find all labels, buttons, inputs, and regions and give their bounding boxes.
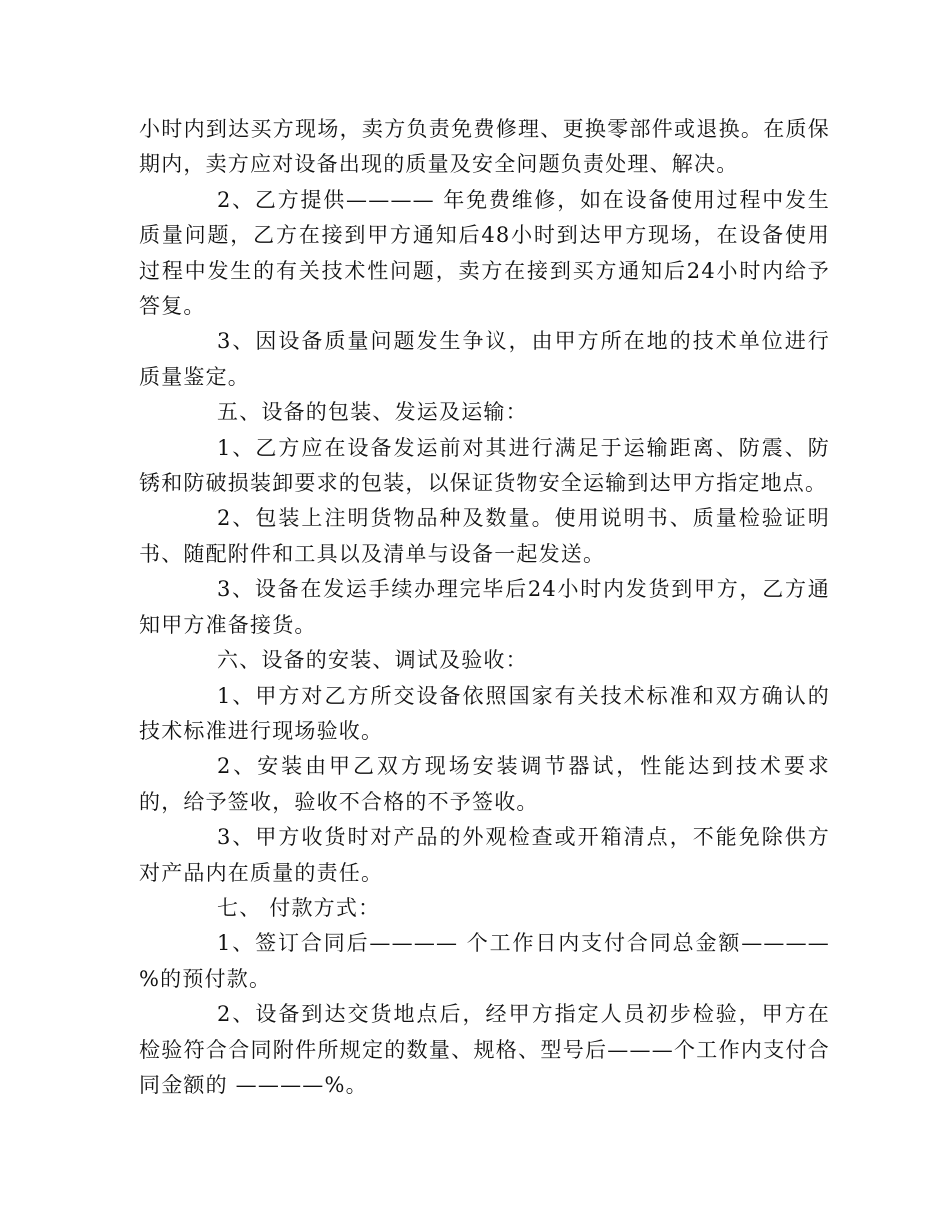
paragraph: 1、签订合同后———— 个工作日内支付合同总金额————%的预付款。 xyxy=(139,931,830,991)
section-heading: 七、 付款方式： xyxy=(217,895,381,920)
section-heading: 六、设备的安装、调试及验收： xyxy=(217,648,528,673)
paragraph: 3、甲方收货时对产品的外观检查或开箱清点，不能免除供方对产品内在质量的责任。 xyxy=(139,825,830,885)
section-heading: 五、设备的包装、发运及运输： xyxy=(217,400,528,425)
paragraph: 3、设备在发运手续办理完毕后24小时内发货到甲方，乙方通知甲方准备接货。 xyxy=(139,577,830,637)
paragraph: 1、甲方对乙方所交设备依照国家有关技术标准和双方确认的技术标准进行现场验收。 xyxy=(139,683,830,743)
paragraph: 小时内到达买方现场，卖方负责免费修理、更换零部件或退换。在质保期内，卖方应对设备出现的质量及安全问题负责处理、解决。 xyxy=(139,117,830,177)
paragraph: 1、乙方应在设备发运前对其进行满足于运输距离、防震、防锈和防破损装卸要求的包装，以保证货物安全运输到达甲方指定地点。 xyxy=(139,435,830,496)
document-body xyxy=(139,112,830,1103)
paragraph: 2、安装由甲乙双方现场安装调节器试，性能达到技术要求的，给予签收，验收不合格的不予签收。 xyxy=(139,754,830,814)
paragraph: 3、因设备质量问题发生争议，由甲方所在地的技术单位进行质量鉴定。 xyxy=(139,329,830,389)
paragraph: 2、设备到达交货地点后，经甲方指定人员初步检验，甲方在检验符合合同附件所规定的数量、规格、型号后———个工作内支付合同金额的 ————%。 xyxy=(139,1002,830,1097)
paragraph: 2、乙方提供———— 年免费维修，如在设备使用过程中发生质量问题，乙方在接到甲方通知后48小时到达甲方现场，在设备使用过程中发生的有关技术性问题，卖方在接到买方通知后24小时内给予答复。 xyxy=(139,187,830,319)
paragraph: 2、包装上注明货物品种及数量。使用说明书、质量检验证明书、随配附件和工具以及清单与设备一起发送。 xyxy=(139,506,830,566)
